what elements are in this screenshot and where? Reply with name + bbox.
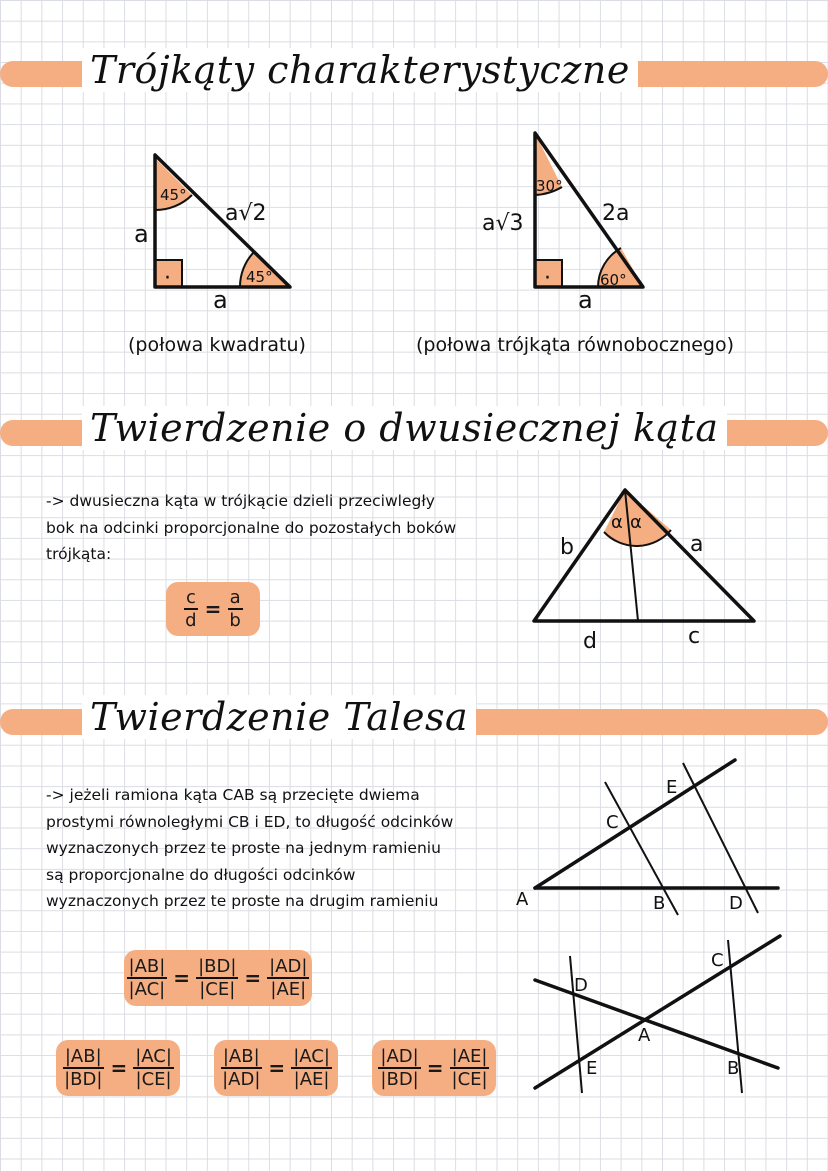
- fraction-bd-ce: $\frac{|BD|}{|CE|}$: [198, 956, 237, 1000]
- fraction-ad-ae: $\frac{|AD|}{|AE|}$: [269, 956, 308, 1000]
- equals-sign: =: [244, 966, 262, 990]
- right-angle-dot: ·: [164, 266, 171, 291]
- text-line: bok na odcinki proporcjonalne do pozostałych boków: [46, 518, 457, 537]
- section3-text: [46, 782, 453, 915]
- fraction-c-d: $\frac{c}{d}$: [185, 587, 197, 631]
- triangle-half-equilateral: [470, 125, 670, 315]
- point-d-label: D: [574, 975, 588, 996]
- point-a-label: A: [516, 889, 529, 910]
- equals-sign: =: [268, 1056, 286, 1080]
- title-bar-left: [0, 709, 95, 735]
- angle-alpha-1: α: [611, 512, 623, 533]
- bisector-formula: [166, 582, 260, 636]
- line-eb: [535, 980, 778, 1068]
- section2-title: Twierdzenie o dwusiecznej kąta: [82, 406, 727, 450]
- thales-formula-3: $\frac{|AD|}{|BD|}$ = $\frac{|AE|}{|CE|}$: [372, 1040, 496, 1096]
- side-bottom-label: a: [578, 286, 593, 314]
- side-vertical-label: a√3: [482, 211, 524, 236]
- angle-alpha-2: α: [630, 512, 642, 533]
- point-a-label: A: [638, 1025, 651, 1046]
- point-e-label: E: [586, 1058, 598, 1079]
- caption-half-equilateral: (połowa trójkąta równobocznego): [416, 334, 735, 356]
- line-dc: [535, 936, 780, 1088]
- side-vertical-label: a: [134, 220, 149, 248]
- caption-half-square: (połowa kwadratu): [128, 334, 306, 356]
- side-bottom-label: a: [213, 286, 228, 314]
- triangle-half-square: [120, 145, 320, 315]
- text-line: wyznaczonych przez te proste na drugim ramieniu: [46, 892, 439, 910]
- angle-top-label: 45°: [160, 186, 187, 204]
- equals-sign: =: [110, 1056, 128, 1080]
- point-c-label: C: [711, 950, 724, 971]
- text-line: -> jeżeli ramiona kąta CAB są przecięte dwiema: [46, 786, 420, 804]
- thales-formula-2: $\frac{|AB|}{|AD|}$ = $\frac{|AC|}{|AE|}$: [214, 1040, 338, 1096]
- section3-title: Twierdzenie Talesa: [82, 695, 476, 739]
- right-angle-dot: ·: [544, 266, 551, 291]
- equals-sign: =: [426, 1056, 444, 1080]
- text-line: -> dwusieczna kąta w trójkącie dzieli przeciwległy: [46, 492, 435, 510]
- thales-formula-1: $\frac{|AB|}{|BD|}$ = $\frac{|AC|}{|CE|}$: [56, 1040, 180, 1096]
- text-line: prostymi równoległymi CB i ED, to długość odcinków: [46, 812, 454, 831]
- point-c-label: C: [606, 812, 619, 833]
- side-b-label: b: [560, 535, 574, 560]
- segment-d-label: d: [583, 629, 597, 654]
- hypotenuse-label: a√2: [225, 201, 267, 226]
- parallel-ed: [683, 763, 758, 913]
- ray-ae: [535, 760, 735, 888]
- equals-sign: =: [204, 597, 222, 621]
- section2-text: [46, 488, 456, 568]
- point-d-label: D: [729, 893, 743, 914]
- angle-top-label: 30°: [536, 177, 563, 195]
- title-bar-right: [428, 709, 828, 735]
- fraction-ab-ac: $\frac{|AB|}{|AC|}$: [128, 956, 166, 1000]
- thales-diagram-cross: [520, 928, 800, 1098]
- angle-right-label: 60°: [600, 271, 627, 289]
- text-line: wyznaczonych przez te proste na jednym ramieniu: [46, 839, 441, 857]
- point-b-label: B: [727, 1058, 740, 1079]
- side-a-label: a: [690, 532, 704, 557]
- equals-sign: =: [173, 966, 191, 990]
- bisector-triangle: [520, 478, 770, 658]
- thales-diagram-angle: [510, 750, 800, 920]
- point-e-label: E: [666, 777, 678, 798]
- section1-title: Trójkąty charakterystyczne: [82, 48, 638, 92]
- text-line: trójkąta:: [46, 545, 112, 563]
- hypotenuse-label: 2a: [602, 201, 630, 226]
- angle-right-label: 45°: [246, 268, 273, 286]
- text-line: są proporcjonalne do długości odcinków: [46, 865, 356, 884]
- segment-c-label: c: [688, 624, 701, 649]
- title-bar-left: [0, 420, 95, 446]
- fraction-a-b: $\frac{a}{b}$: [229, 587, 241, 631]
- title-bar-left: [0, 61, 95, 87]
- point-b-label: B: [653, 893, 666, 914]
- thales-main-formula: [124, 950, 312, 1006]
